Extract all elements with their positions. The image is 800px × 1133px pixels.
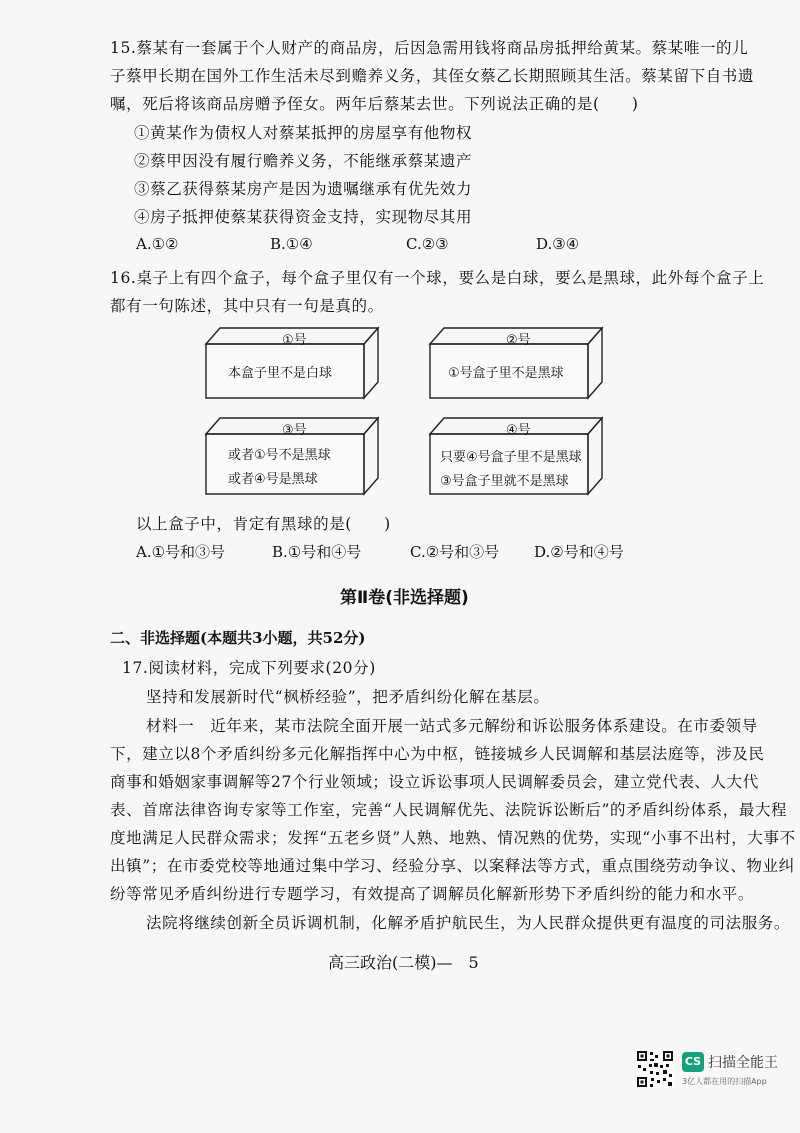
box-4-label: ④号: [506, 423, 531, 438]
q15-statement-1: ①黄某作为债权人对蔡某抵押的房屋享有他物权: [134, 124, 473, 142]
q16-line-1: 16.桌子上有四个盒子，每个盒子里仅有一个球，要么是白球，要么是黑球，此外每个盒子上: [110, 269, 765, 287]
q17-title: 17.阅读材料，完成下列要求(20分): [122, 659, 376, 677]
q17-line-4: 表、首席法律咨询专家等工作室，完善“人民调解优先、法院诉讼断后”的矛盾纠纷体系，最大程: [110, 801, 788, 819]
box-2-label: ②号: [506, 333, 531, 348]
box-3-side: [364, 418, 378, 494]
q17-line-1: 材料一 近年来，某市法院全面开展一站式多元解纷和诉讼服务体系建设。在市委领导: [146, 717, 758, 735]
q15-line-2: 子蔡甲长期在国外工作生活未尽到赡养义务，其侄女蔡乙长期照顾其生活。蔡某留下自书遗: [110, 67, 755, 85]
box-3-label: ③号: [282, 423, 307, 438]
q17-line-8: 法院将继续创新全员诉调机制，化解矛盾护航民生，为人民群众提供更有温度的司法服务。: [146, 914, 791, 932]
part-2-title: 第Ⅱ卷(非选择题): [340, 588, 469, 608]
q16-option-b: B.①号和④号: [272, 543, 362, 561]
q15-option-c: C.②③: [406, 235, 449, 253]
q16-option-d: D.②号和④号: [534, 543, 624, 561]
box-4-text-2: ③号盒子里就不是黑球: [440, 474, 569, 489]
q15-option-b: B.①④: [270, 235, 313, 253]
qr-code-icon: [636, 1050, 674, 1088]
box-1-text: 本盒子里不是白球: [228, 366, 333, 381]
q17-line-5: 度地满足人民群众需求；发挥“五老乡贤”人熟、地熟、情况熟的优势，实现“小事不出村，大事不: [110, 829, 796, 847]
q16-line-2: 都有一句陈述，其中只有一句是真的。: [110, 297, 384, 315]
q15-statement-4: ④房子抵押使蔡某获得资金支持，实现物尽其用: [134, 208, 473, 226]
box-3-text-1: 或者①号不是黑球: [228, 448, 331, 463]
q15-option-d: D.③④: [536, 235, 580, 253]
cs-logo-icon: CS: [682, 1052, 704, 1072]
section-2-title: 二、非选择题(本题共3小题，共52分): [110, 629, 366, 647]
scanner-app-name: 扫描全能王: [708, 1055, 778, 1071]
scanner-tagline: 3亿人都在用的扫描App: [682, 1077, 767, 1086]
q16-option-c: C.②号和③号: [410, 543, 500, 561]
box-4-text-1: 只要④号盒子里不是黑球: [440, 450, 582, 465]
q17-line-7: 纷等常见矛盾纠纷进行专题学习，有效提高了调解员化解新形势下矛盾纠纷的能力和水平。: [110, 885, 755, 903]
q17-line-3: 商事和婚姻家事调解等27个行业领域；设立诉讼事项人民调解委员会，建立党代表、人大代: [110, 773, 759, 791]
qr-code: [636, 1050, 674, 1092]
page-footer: 高三政治(二模)— 5: [328, 953, 479, 972]
box-1-label: ①号: [282, 333, 307, 348]
q15-line-3: 嘱，死后将该商品房赠予侄女。两年后蔡某去世。下列说法正确的是( ): [110, 95, 639, 113]
q15-option-a: A.①②: [136, 235, 179, 253]
box-2-side: [588, 328, 602, 398]
q15-line-1: 15.蔡某有一套属于个人财产的商品房，后因急需用钱将商品房抵押给黄某。蔡某唯一的儿: [110, 39, 749, 57]
q15-statement-2: ②蔡甲因没有履行赡养义务，不能继承蔡某遗产: [134, 152, 473, 170]
box-4-side: [588, 418, 602, 494]
box-3-text-2: 或者④号是黑球: [228, 472, 318, 487]
q17-line-6: 出镇”；在市委党校等地通过集中学习、经验分享、以案释法等方式，重点围绕劳动争议、物业纠: [110, 857, 795, 875]
boxes-figure: [200, 322, 620, 502]
q16-option-a: A.①号和③号: [136, 543, 226, 561]
box-1-side: [364, 328, 378, 398]
q17-intro: 坚持和发展新时代“枫桥经验”，把矛盾纠纷化解在基层。: [146, 688, 550, 706]
q17-line-2: 下，建立以8个矛盾纠纷多元化解指挥中心为中枢，链接城乡人民调解和基层法庭等，涉及民: [110, 745, 765, 763]
q15-statement-3: ③蔡乙获得蔡某房产是因为遗嘱继承有优先效力: [134, 180, 473, 198]
box-2-text: ①号盒子里不是黑球: [448, 366, 564, 381]
q16-question: 以上盒子中，肯定有黑球的是( ): [136, 515, 391, 533]
